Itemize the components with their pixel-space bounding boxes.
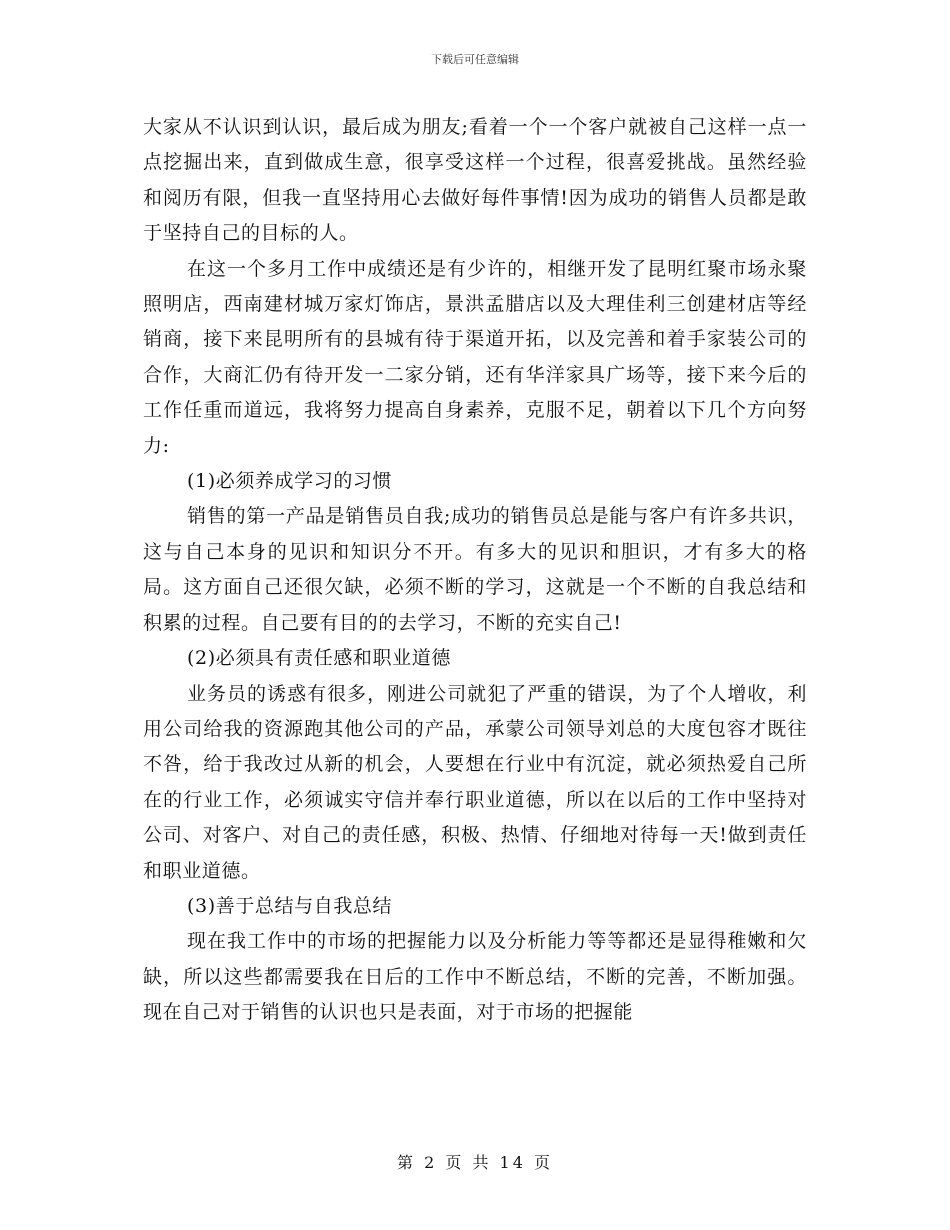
paragraph: 销售的第一产品是销售员自我;成功的销售员总是能与客户有许多共识，这与自己本身的见识和知识分不开。有多大的见识和胆识，才有多大的格局。这方面自己还很欠缺，必须不断的学习，这就是一个不断的自我总结和积累的过程。自己要有目的的去学习，不断的充实自己! (143, 505, 807, 634)
page-footer: 第 2 页 共 14 页 (397, 1153, 553, 1172)
paragraph: 在这一个多月工作中成绩还是有少许的，相继开发了昆明红聚市场永聚照明店，西南建材城万家灯饰店，景洪孟腊店以及大理佳利三创建材店等经销商，接下来昆明所有的县城有待于渠道开拓，以及完善和着手家装公司的合作，大商汇仍有待开发一二家分销，还有华洋家具广场等，接下来今后的工作任重而道远，我将努力提高自身素养，克服不足，朝着以下几个方向努力: (143, 257, 807, 457)
paragraph: 现在我工作中的市场的把握能力以及分析能力等等都还是显得稚嫩和欠缺，所以这些都需要我在日后的工作中不断总结，不断的完善，不断加强。现在自己对于销售的认识也只是表面，对于市场的把握能 (143, 930, 807, 1024)
document-body (143, 110, 807, 1031)
section-heading: (1)必须养成学习的习惯 (187, 470, 393, 493)
paragraph: 业务员的诱惑有很多，刚进公司就犯了严重的错误，为了个人增收，利用公司给我的资源跑其他公司的产品，承蒙公司领导刘总的大度包容才既往不咎，给于我改过从新的机会，人要想在行业中有沉淀，就必须热爱自己所在的行业工作，必须诚实守信并奉行职业道德，所以在以后的工作中坚持对公司、对客户、对自己的责任感，积极、热情、仔细地对待每一天!做到责任和职业道德。 (143, 682, 807, 882)
paragraph: 大家从不认识到认识，最后成为朋友;看着一个一个客户就被自己这样一点一点挖掘出来，直到做成生意，很享受这样一个过程，很喜爱挑战。虽然经验和阅历有限，但我一直坚持用心去做好每件事情!因为成功的销售人员都是敢于坚持自己的目标的人。 (143, 116, 807, 245)
page-header: 下载后可任意编辑 (431, 53, 519, 66)
section-heading: (2)必须具有责任感和职业道德 (187, 647, 451, 670)
section-heading: (3)善于总结与自我总结 (187, 894, 393, 917)
